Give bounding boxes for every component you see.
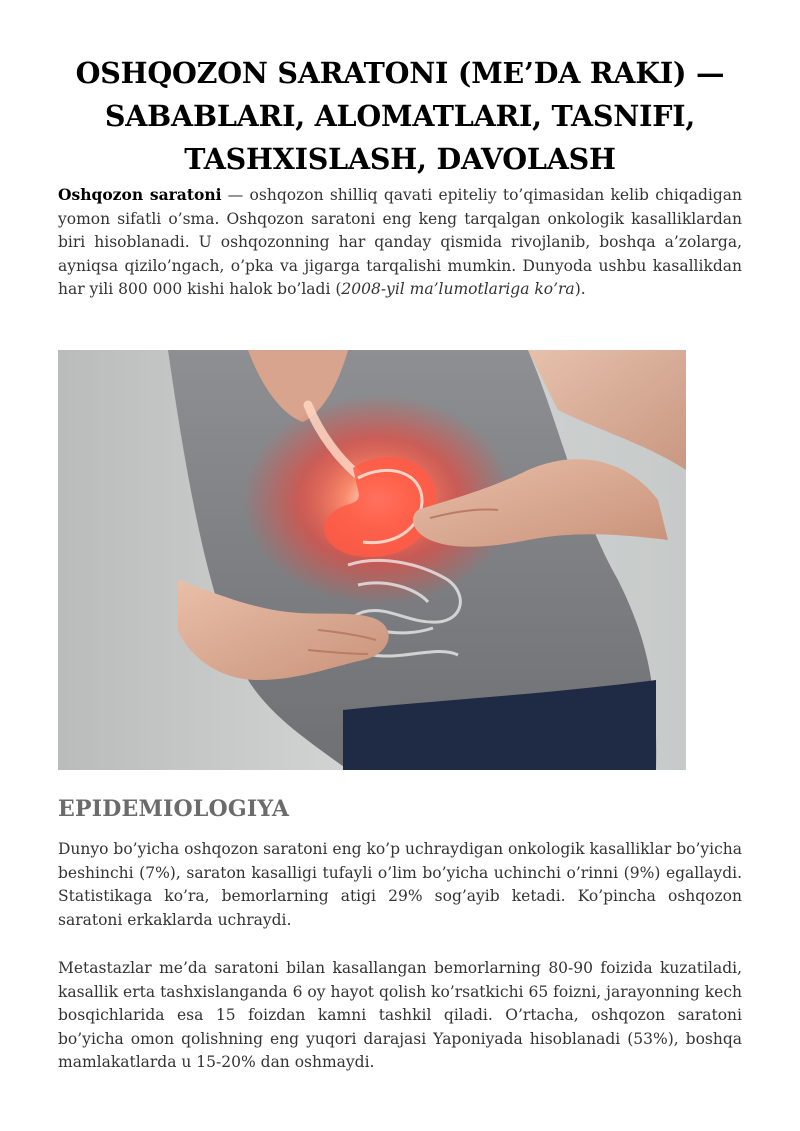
stomach-pain-photo (58, 350, 686, 770)
intro-suffix: ). (574, 280, 586, 299)
article-title: OSHQOZON SARATONI (ME’DA RAKI) — SABABLARI, ALOMATLARI, TASNIFI, TASHXISLASH, DAVOLASH (75, 56, 725, 176)
epidemiology-paragraph-2: Metastazlar me’da saratoni bilan kasallangan bemorlarning 80-90 foizida kuzatiladi, kasallik erta tashxislanganda 6 oy hayot qolish ko’rsatkichi 65 foizni, jarayonning kech bosqichlarida esa 15 foizdan kamni tashkil qiladi. O’rtacha, oshqozon saratoni bo’yicha omon qolishning eng yuqori darajasi Yaponiyada hisoblanadi (53%), boshqa mamlakatlarda u 15-20% dan oshmaydi. (58, 959, 742, 1072)
epidemiology-paragraph-1: Dunyo bo’yicha oshqozon saratoni eng ko’p uchraydigan onkologik kasalliklar bo’yicha beshinchi (7%), saraton kasalligi tufayli o’lim bo’yicha uchinchi o’rinni (9%) egallaydi. Statistikaga ko’ra, bemorlarning atigi 29% sog’ayib ketadi. Ko’pincha oshqozon saratoni erkaklarda uchraydi. (58, 840, 742, 929)
intro-text: — oshqozon shilliq qavati epiteliy to’qimasidan kelib chiqadigan yomon sifatli o’sma. Oshqozon saratoni eng keng tarqalgan onkologik kasalliklardan biri hisoblanadi. U oshqozonning har qanday qismida rivojlanib, boshqa a’zolarga, ayniqsa qizilo’ngach, o’pka va jigarga tarqalishi mumkin. Dunyoda ushbu kasallikdan har yili 800 000 kishi halok bo’ladi ( (58, 186, 742, 299)
section-heading-epidemiologiya: EPIDEMIOLOGIYA (58, 796, 290, 822)
intro-citation: 2008-yil ma’lumotlariga ko’ra (341, 280, 575, 299)
intro-term: Oshqozon saratoni (58, 185, 222, 204)
intro-paragraph (58, 183, 742, 302)
